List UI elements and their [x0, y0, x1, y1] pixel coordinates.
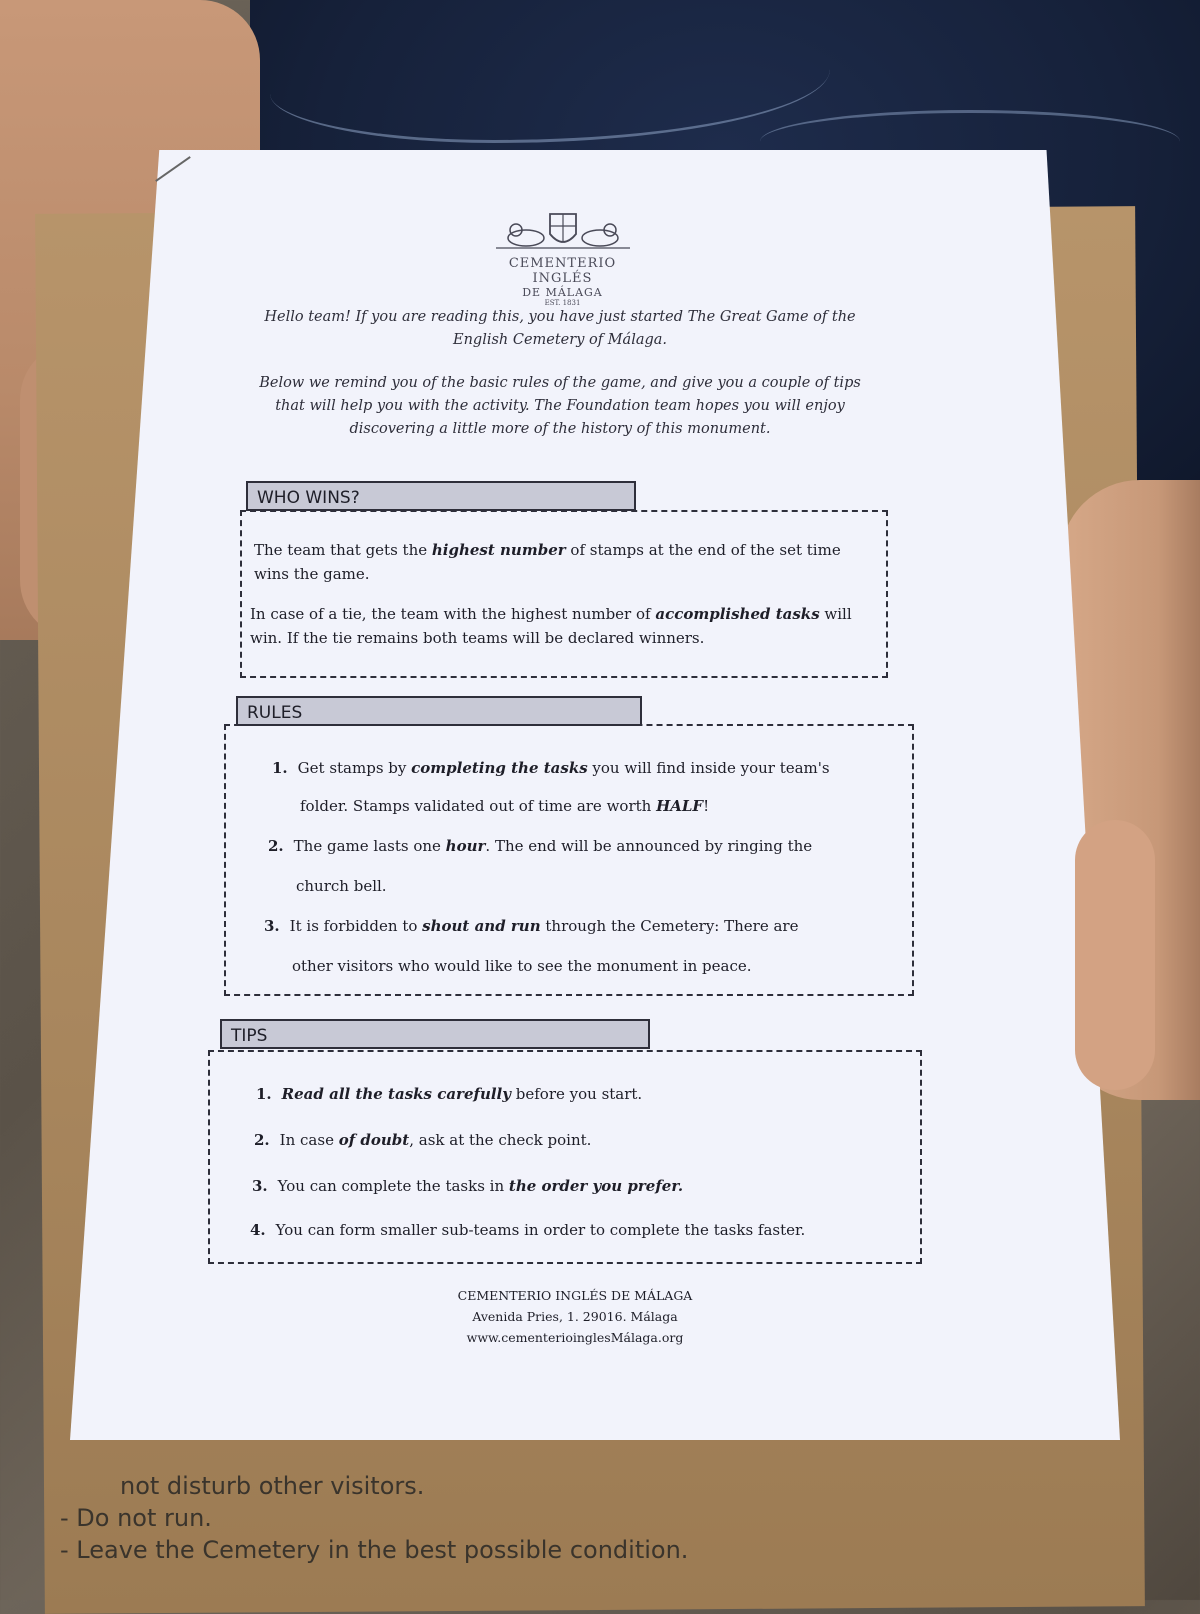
tip-item: 1. Read all the tasks carefully before you start. [256, 1085, 643, 1103]
rule-item-continued: church bell. [296, 877, 387, 895]
tip-item: 4. You can form smaller sub-teams in order to complete the tasks faster. [250, 1221, 806, 1239]
who-wins-text-2: In case of a tie, the team with the highest number of accomplished tasks will win. If the tie remains both teams will be declared winners. [250, 605, 852, 647]
intro-line: that will help you with the activity. The Foundation team hopes you will enjoy [275, 398, 845, 414]
pen-mark [155, 156, 191, 182]
logo-title: CEMENTERIO INGLÉS [508, 256, 617, 286]
rule-item-continued: other visitors who would like to see the monument in peace. [292, 957, 752, 975]
rule-item-continued: folder. Stamps validated out of time are worth HALF! [300, 797, 710, 815]
logo-established: EST. 1831 [544, 299, 581, 307]
underlying-line: - Leave the Cemetery in the best possible condition. [60, 1536, 689, 1564]
who-wins-text-1: The team that gets the highest number of stamps at the end of the set time wins the game. [254, 541, 841, 583]
rules-box [224, 724, 914, 996]
underlying-line: - Do not run. [60, 1504, 212, 1532]
who-wins-heading: WHO WINS? [246, 481, 636, 511]
tip-item: 2. In case of doubt, ask at the check point. [254, 1131, 592, 1149]
intro-paragraph-1 [255, 306, 865, 352]
tips-box [208, 1050, 922, 1264]
cemetery-logo [485, 210, 640, 307]
footer-address: Avenida Pries, 1. 29016. Málaga [472, 1309, 678, 1324]
tips-heading: TIPS [220, 1019, 650, 1049]
intro-line: Below we remind you of the basic rules of the game, and give you a couple of tips [259, 375, 861, 391]
sheet-footer [430, 1285, 720, 1348]
rules-heading: RULES [236, 696, 642, 726]
intro-paragraph-2 [250, 372, 870, 441]
who-wins-box [240, 510, 888, 678]
underlying-line: not disturb other visitors. [120, 1472, 425, 1500]
rule-item: 3. It is forbidden to shout and run through the Cemetery: There are [264, 917, 799, 935]
footer-website: www.cementerioinglesMálaga.org [466, 1330, 684, 1345]
footer-name: CEMENTERIO INGLÉS DE MÁLAGA [457, 1288, 693, 1303]
intro-line: discovering a little more of the history of this monument. [349, 421, 771, 437]
rule-item: 1. Get stamps by completing the tasks you will find inside your team's [272, 759, 830, 777]
tip-item: 3. You can complete the tasks in the order you prefer. [252, 1177, 684, 1195]
intro-line: English Cemetery of Málaga. [452, 332, 668, 348]
intro-line: Hello team! If you are reading this, you have just started The Great Game of the [264, 309, 856, 325]
lions-shield-icon [488, 210, 638, 252]
rule-item: 2. The game lasts one hour. The end will be announced by ringing the [268, 837, 813, 855]
logo-subtitle: DE MÁLAGA [522, 286, 603, 299]
